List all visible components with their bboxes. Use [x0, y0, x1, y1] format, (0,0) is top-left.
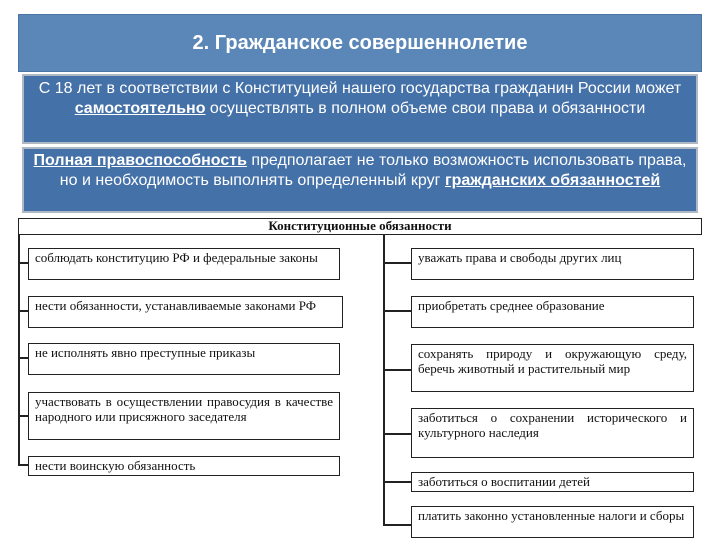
intro-text-before: С 18 лет в соответствии с Конституцией нашего государства гражданин России может — [38, 80, 682, 97]
right-connector-branch — [383, 481, 411, 483]
duties-header-text: Конституционные обязанности — [268, 218, 452, 233]
right-connector-branch — [383, 433, 411, 435]
rule-box — [22, 147, 698, 213]
right-connector-branch — [383, 524, 411, 526]
left-connector-branch — [18, 357, 28, 359]
right-duty-text: заботиться о воспитании детей — [418, 474, 590, 489]
left-duty-item — [28, 392, 340, 440]
rule-highlight-capacity: Полная правоспособность — [33, 152, 247, 169]
right-duty-text: приобретать среднее образование — [418, 298, 605, 313]
duties-header — [18, 218, 702, 235]
page-title — [18, 14, 702, 72]
right-duty-text: сохранять природу и окружающую среду, беречь животный и растительный мир — [418, 346, 687, 376]
left-duty-item — [28, 456, 340, 476]
page-title-text: 2. Гражданское совершеннолетие — [192, 31, 528, 54]
left-connector-branch — [18, 262, 28, 264]
right-duty-text: уважать права и свободы других лиц — [418, 250, 622, 265]
right-duty-text: заботиться о сохранении исторического и культурного наследия — [418, 410, 687, 440]
rule-text-middle: предполагает не только возможность использовать права, но и необходимость выполнять определенный круг — [59, 152, 687, 189]
left-duty-text: не исполнять явно преступные приказы — [35, 345, 256, 360]
right-duty-item — [411, 506, 694, 538]
right-connector-branch — [383, 369, 411, 371]
left-duty-item — [28, 248, 340, 280]
left-connector-trunk — [18, 235, 20, 465]
right-duty-item — [411, 408, 694, 458]
left-connector-branch — [18, 415, 28, 417]
right-connector-branch — [383, 310, 411, 312]
right-duty-item — [411, 296, 694, 328]
left-duty-text: нести воинскую обязанность — [35, 458, 196, 473]
left-duty-item — [28, 343, 340, 375]
intro-text-after: осуществлять в полном объеме свои права и обязанности — [205, 100, 646, 117]
left-duty-text: участвовать в осуществлении правосудия в качестве народного или присяжного заседателя — [35, 394, 333, 424]
left-duty-text: нести обязанности, устанавливаемые законами РФ — [35, 298, 317, 313]
intro-box — [22, 74, 698, 144]
left-connector-branch — [18, 464, 28, 466]
right-duty-item — [411, 344, 694, 392]
left-duty-text: соблюдать конституцию РФ и федеральные законы — [35, 250, 318, 265]
intro-highlight: самостоятельно — [74, 100, 206, 117]
right-connector-branch — [383, 262, 411, 264]
right-duty-item — [411, 472, 694, 492]
rule-highlight-duties: гражданских обязанностей — [444, 172, 661, 189]
left-duty-item — [28, 296, 343, 328]
right-duty-text: платить законно установленные налоги и сборы — [418, 508, 685, 523]
right-duty-item — [411, 248, 694, 280]
left-connector-branch — [18, 310, 28, 312]
